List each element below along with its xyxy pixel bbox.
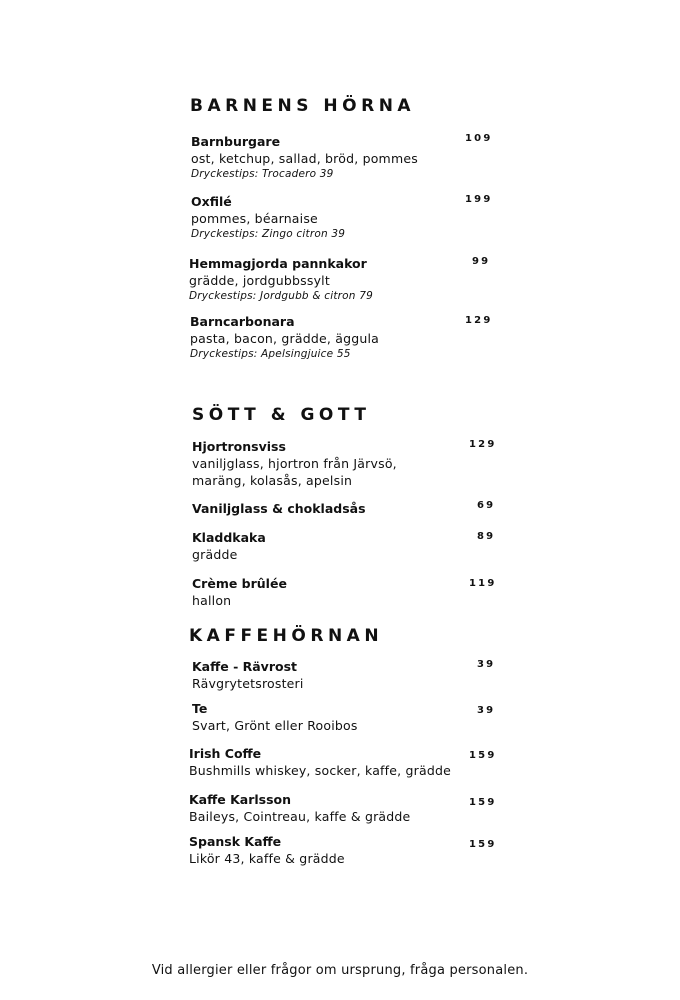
- menu-item-vaniljglass-chokladsas: [192, 500, 502, 517]
- item-price: 199: [465, 194, 493, 205]
- item-price: 159: [469, 839, 497, 850]
- item-description: ost, ketchup, sallad, bröd, pommes: [191, 151, 418, 166]
- item-drink-tip: Dryckestips: Trocadero 39: [191, 168, 334, 180]
- item-description: Bushmills whiskey, socker, kaffe, grädde: [189, 763, 451, 778]
- section-title-kaffehornan: KAFFEHÖRNAN: [189, 626, 384, 646]
- item-price: 129: [465, 315, 493, 326]
- item-price: 39: [477, 659, 496, 670]
- menu-item-kaffe-karlsson: [189, 791, 499, 825]
- item-price: 159: [469, 797, 497, 808]
- item-price: 109: [465, 133, 493, 144]
- item-name: Hemmagjorda pannkakor: [189, 256, 367, 271]
- item-name: Kaffe - Rävrost: [192, 659, 297, 674]
- item-description: Rävgrytetsrosteri: [192, 676, 304, 691]
- menu-item-barnburgare: [191, 133, 501, 182]
- item-description: pasta, bacon, grädde, äggula: [190, 331, 380, 346]
- item-price: 99: [472, 256, 491, 267]
- item-name: Barnburgare: [191, 134, 281, 149]
- menu-item-creme-brulee: [192, 575, 502, 609]
- section-title-barnens-horna: BARNENS HÖRNA: [190, 96, 416, 116]
- item-description: Likör 43, kaffe & grädde: [189, 851, 345, 866]
- menu-item-te: [192, 700, 502, 734]
- item-name: Spansk Kaffe: [189, 834, 282, 849]
- item-name: Irish Coffe: [189, 746, 262, 761]
- item-price: 129: [469, 439, 497, 450]
- item-price: 89: [477, 531, 496, 542]
- menu-item-irish-coffe: [189, 745, 499, 779]
- item-description: pommes, béarnaise: [191, 211, 318, 226]
- menu-item-kaffe-ravrost: [192, 658, 502, 692]
- item-description: Svart, Grönt eller Rooibos: [192, 718, 358, 733]
- item-name: Hjortronsviss: [192, 439, 286, 454]
- item-drink-tip: Dryckestips: Zingo citron 39: [191, 228, 346, 240]
- menu-item-hjortronsviss: [192, 438, 502, 489]
- item-description: grädde, jordgubbssylt: [189, 273, 330, 288]
- item-drink-tip: Dryckestips: Jordgubb & citron 79: [189, 290, 373, 302]
- menu-item-barncarbonara: [190, 313, 500, 362]
- item-description: hallon: [192, 593, 232, 608]
- menu-item-spansk-kaffe: [189, 833, 499, 867]
- item-drink-tip: Dryckestips: Apelsingjuice 55: [190, 348, 351, 360]
- item-price: 39: [477, 705, 496, 716]
- item-name: Barncarbonara: [190, 314, 295, 329]
- item-price: 119: [469, 578, 497, 589]
- item-name: Vaniljglass & chokladsås: [192, 501, 366, 516]
- item-name: Te: [192, 701, 208, 716]
- item-price: 159: [469, 750, 497, 761]
- menu-item-hemmagjorda-pannkakor: [189, 255, 499, 304]
- section-title-sott-och-gott: SÖTT & GOTT: [192, 405, 371, 425]
- item-price: 69: [477, 500, 496, 511]
- item-name: Oxfilé: [191, 194, 232, 209]
- item-name: Kladdkaka: [192, 530, 266, 545]
- item-description: vaniljglass, hjortron från Järvsö, maräng, kolasås, apelsin: [192, 456, 397, 488]
- item-description: Baileys, Cointreau, kaffe & grädde: [189, 809, 411, 824]
- item-description: grädde: [192, 547, 238, 562]
- allergy-footer-note: Vid allergier eller frågor om ursprung, fråga personalen.: [151, 963, 529, 978]
- menu-item-kladdkaka: [192, 529, 502, 563]
- item-name: Kaffe Karlsson: [189, 792, 292, 807]
- item-name: Crème brûlée: [192, 576, 287, 591]
- menu-item-oxfile: [191, 193, 501, 242]
